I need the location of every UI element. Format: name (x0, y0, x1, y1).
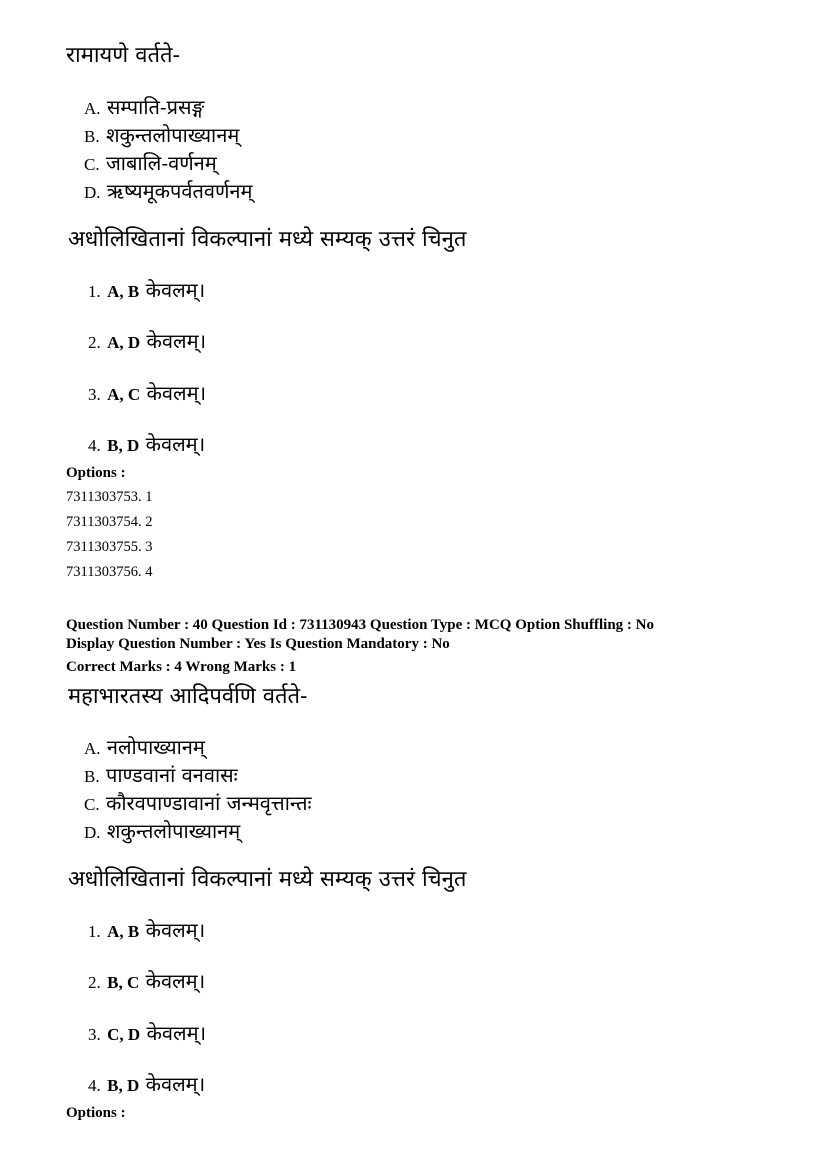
q39-instruction: अधोलिखितानां विकल्पानां मध्ये सम्यक् उत्तरं चिनुत (68, 227, 467, 252)
statement-text: पाण्डवानां वनवासः (105, 763, 238, 787)
q39-statement-c (84, 153, 217, 173)
q40-options-label: Options : (66, 1105, 126, 1121)
statement-letter: B. (84, 127, 100, 146)
choice-label: B, D (107, 1076, 140, 1095)
choice-text: केवलम्। (145, 918, 206, 942)
q39-option-3: 7311303755. 3 (66, 539, 153, 555)
statement-text: सम्पाति-प्रसङ्ग (106, 95, 205, 119)
statement-text: ऋष्यमूकपर्वतवर्णनम् (106, 179, 253, 203)
q40-choice-2 (88, 971, 205, 991)
choice-number: 4. (88, 436, 101, 455)
q40-meta-line3: Correct Marks : 4 Wrong Marks : 1 (66, 659, 297, 675)
choice-label: B, D (107, 436, 140, 455)
q40-choice-3 (88, 1023, 206, 1043)
q40-statement-b (84, 765, 238, 785)
q40-instruction: अधोलिखितानां विकल्पानां मध्ये सम्यक् उत्तरं चिनुत (68, 867, 467, 892)
q40-statement-c (84, 793, 312, 813)
choice-label: A, B (107, 922, 140, 941)
statement-text: कौरवपाण्डावानां जन्मवृत्तान्तः (105, 791, 312, 815)
choice-label: C, D (107, 1025, 141, 1044)
q39-choice-3 (88, 383, 206, 403)
q39-option-2: 7311303754. 2 (66, 514, 153, 530)
statement-letter: D. (84, 823, 101, 842)
statement-letter: A. (84, 739, 101, 758)
choice-number: 4. (88, 1076, 101, 1095)
q39-statement-a (84, 97, 204, 117)
statement-letter: C. (84, 795, 100, 814)
q39-choice-2 (88, 331, 206, 351)
q40-statement-a (84, 737, 205, 757)
choice-text: केवलम्। (146, 329, 207, 353)
choice-number: 2. (88, 973, 101, 992)
statement-letter: A. (84, 99, 101, 118)
choice-text: केवलम्। (146, 381, 207, 405)
statement-text: शकुन्तलोपाख्यानम् (105, 123, 240, 147)
q39-statement-d (84, 181, 253, 201)
choice-text: केवलम्। (145, 432, 206, 456)
statement-letter: C. (84, 155, 100, 174)
q40-choice-4 (88, 1074, 205, 1094)
statement-letter: D. (84, 183, 101, 202)
q40-meta-line1: Question Number : 40 Question Id : 731130943 Question Type : MCQ Option Shuffling : No (66, 617, 654, 633)
choice-text: केवलम्। (145, 1072, 206, 1096)
statement-text: शकुन्तलोपाख्यानम् (106, 819, 241, 843)
choice-number: 3. (88, 1025, 101, 1044)
choice-label: B, C (107, 973, 140, 992)
q39-choice-1 (88, 280, 205, 300)
choice-number: 2. (88, 333, 101, 352)
choice-label: A, C (107, 385, 141, 404)
q39-statement-b (84, 125, 239, 145)
q39-choice-4 (88, 434, 205, 454)
q40-stem: महाभारतस्य आदिपर्वणि वर्तते- (68, 684, 308, 709)
choice-number: 1. (88, 282, 101, 301)
statement-letter: B. (84, 767, 100, 786)
q39-option-4: 7311303756. 4 (66, 564, 153, 580)
q40-choice-1 (88, 920, 205, 940)
choice-label: A, B (107, 282, 140, 301)
choice-text: केवलम्। (145, 969, 206, 993)
q39-stem: रामायणे वर्तते- (66, 43, 180, 68)
choice-number: 1. (88, 922, 101, 941)
q40-statement-d (84, 821, 240, 841)
choice-text: केवलम्। (145, 278, 206, 302)
q39-option-1: 7311303753. 1 (66, 489, 153, 505)
q40-meta-line2: Display Question Number : Yes Is Question Mandatory : No (66, 636, 450, 652)
choice-number: 3. (88, 385, 101, 404)
statement-text: जाबालि-वर्णनम् (105, 151, 217, 175)
q39-options-label: Options : (66, 465, 126, 481)
choice-label: A, D (107, 333, 141, 352)
choice-text: केवलम्। (146, 1021, 207, 1045)
statement-text: नलोपाख्यानम् (106, 735, 205, 759)
